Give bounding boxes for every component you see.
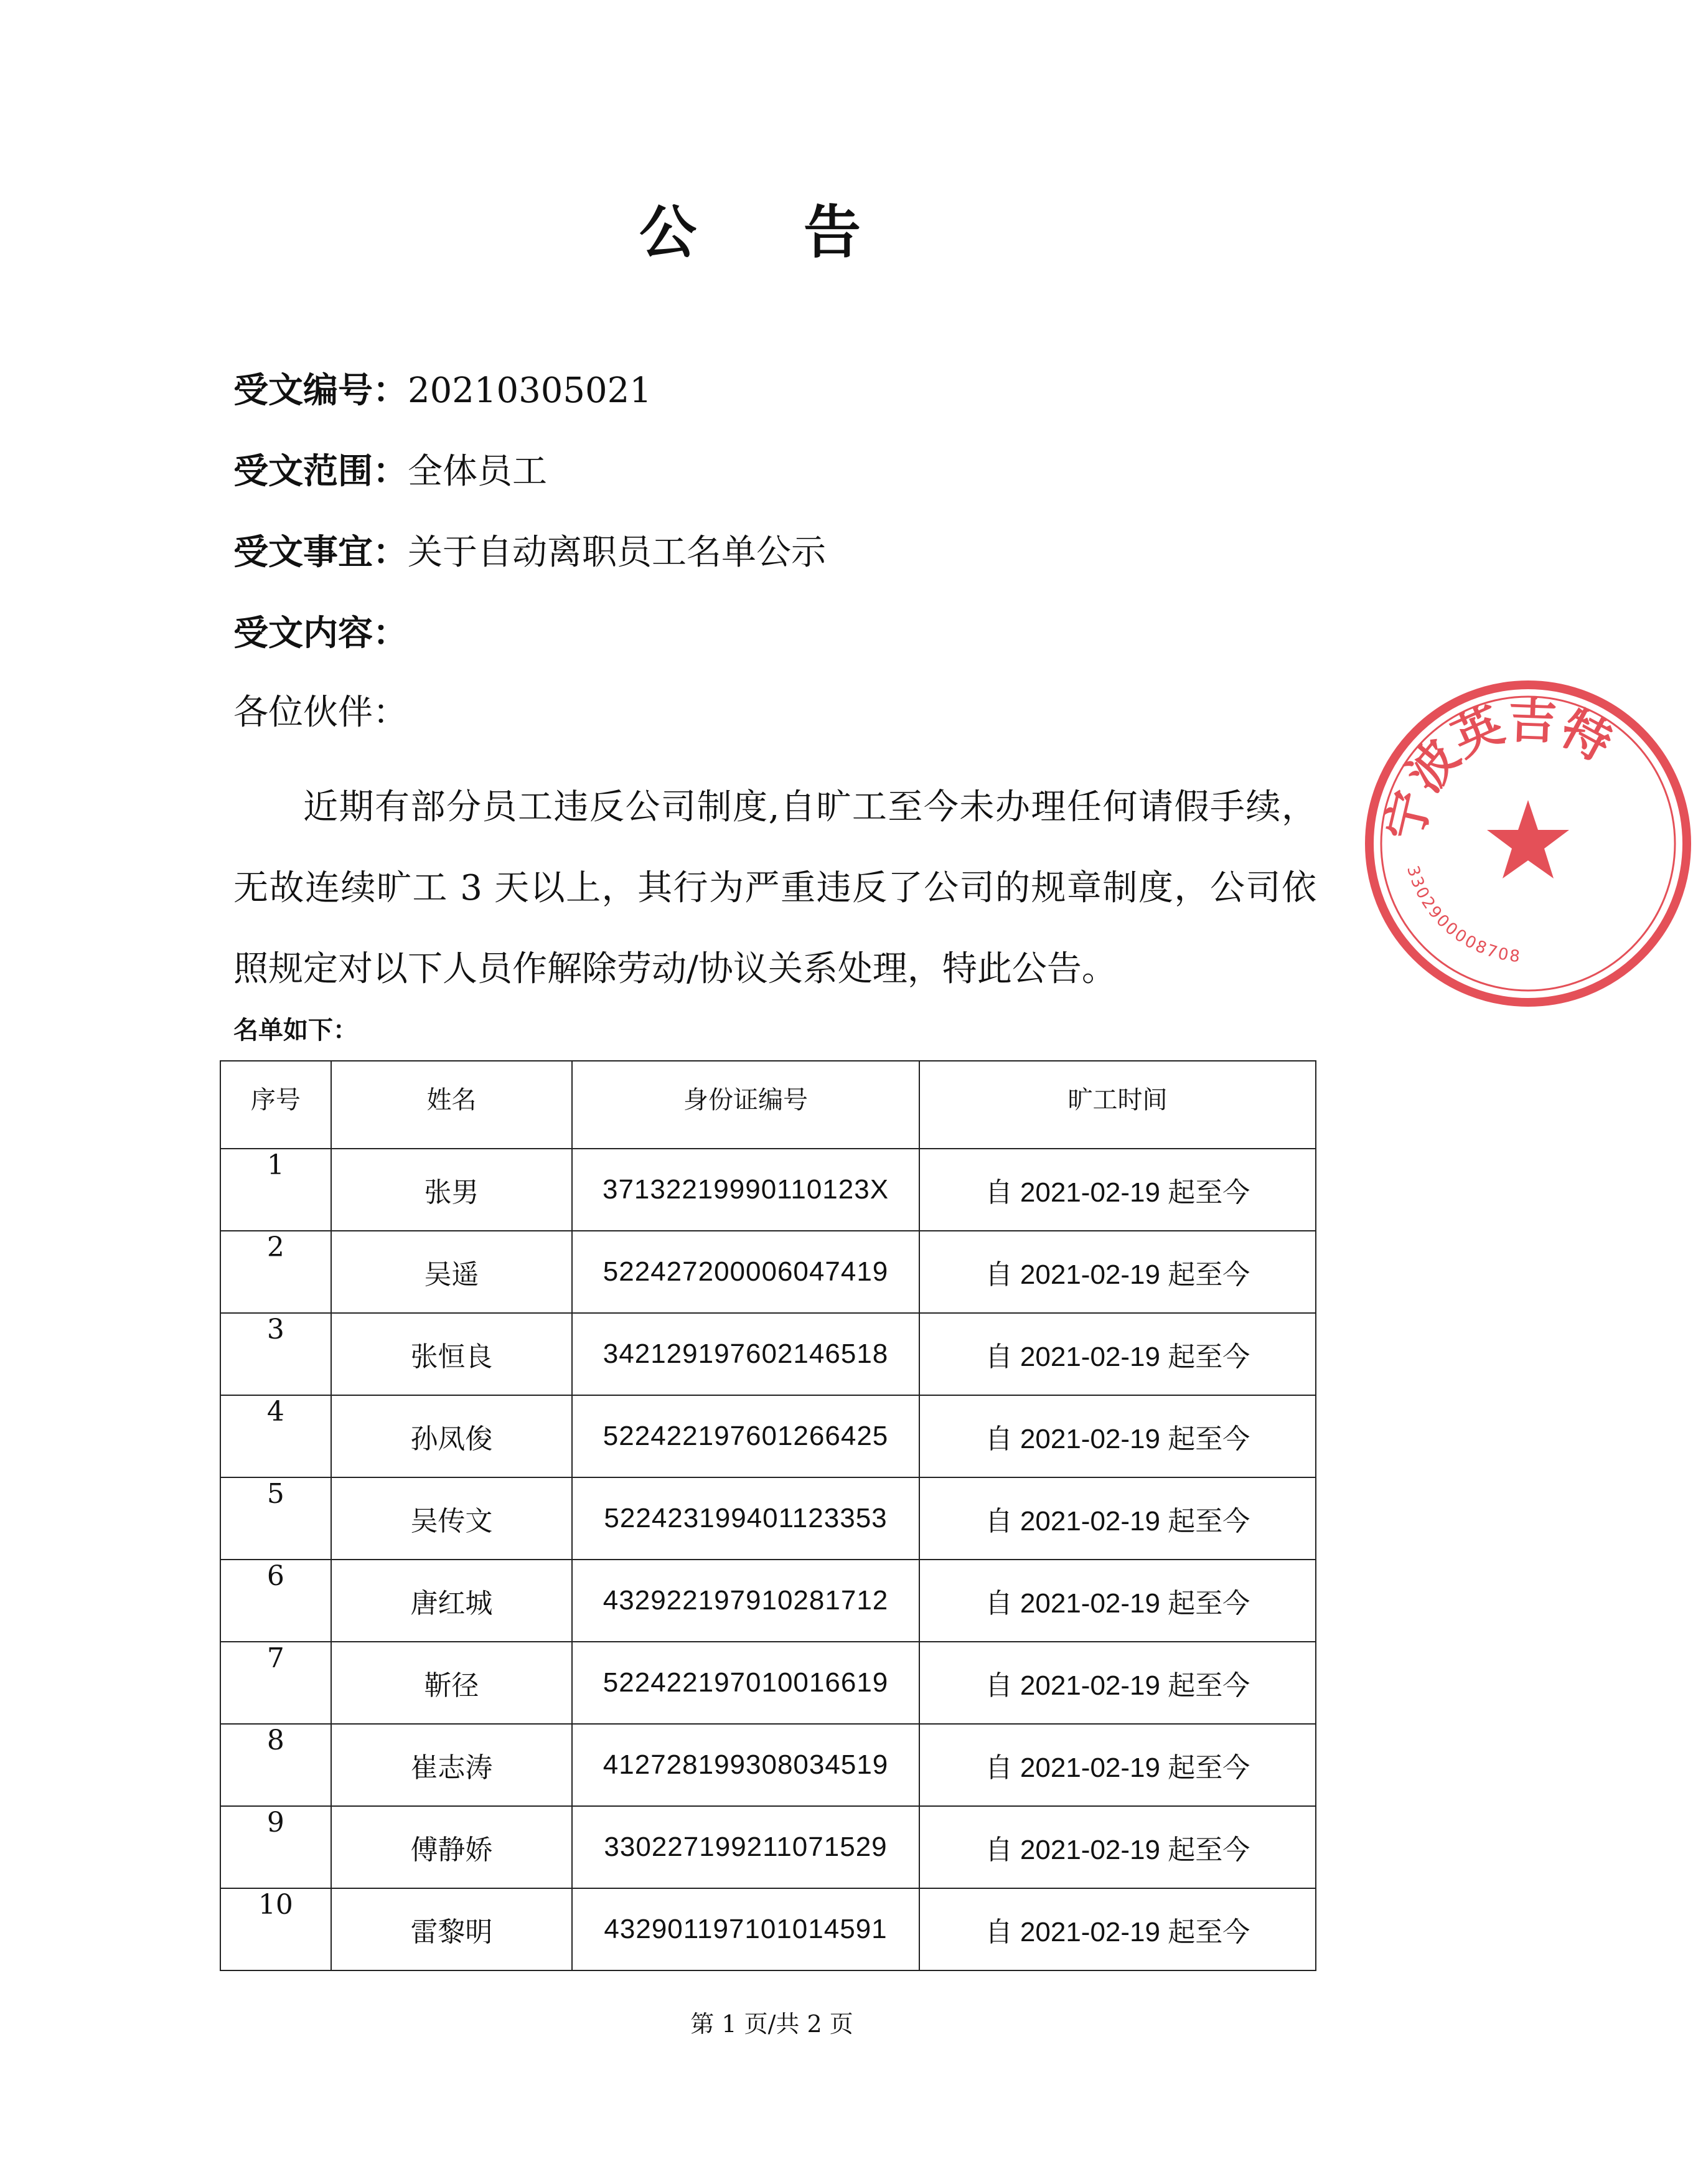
header-seq: 序号 [220,1061,331,1149]
cell-period: 自 2021-02-19 起至今 [919,1395,1316,1477]
cell-name: 吴遥 [331,1231,572,1313]
field-content [233,606,408,662]
cell-id: 37132219990110123X [572,1149,919,1231]
cell-period: 自 2021-02-19 起至今 [919,1313,1316,1395]
field-subject [233,525,826,581]
seal-number: 3302900008708 [1402,864,1523,967]
field-label: 受文事宜： [233,532,408,573]
greeting: 各位伙伴： [233,692,408,733]
table-row [220,1724,1316,1806]
cell-name: 张男 [331,1149,572,1231]
cell-id: 412728199308034519 [572,1724,919,1806]
field-value: 关于自动离职员工名单公示 [408,532,826,573]
cell-seq: 8 [220,1724,331,1806]
field-label: 受文范围： [233,451,408,492]
seal-text: 宁波英吉特 [1376,692,1621,846]
cell-name: 吴传文 [331,1477,572,1560]
cell-period: 自 2021-02-19 起至今 [919,1149,1316,1231]
cell-period: 自 2021-02-19 起至今 [919,1806,1316,1888]
field-value: 20210305021 [408,370,652,411]
table-row [220,1642,1316,1724]
cell-seq: 5 [220,1477,331,1560]
cell-period: 自 2021-02-19 起至今 [919,1724,1316,1806]
table-row [220,1149,1316,1231]
cell-id: 522422197010016619 [572,1642,919,1724]
employee-table [220,1060,1316,1971]
field-value: 全体员工 [408,451,547,492]
cell-period: 自 2021-02-19 起至今 [919,1888,1316,1970]
cell-seq: 7 [220,1642,331,1724]
page-title: 公 告 [639,199,905,266]
table-row [220,1313,1316,1395]
header-name: 姓名 [331,1061,572,1149]
cell-name: 雷黎明 [331,1888,572,1970]
cell-seq: 9 [220,1806,331,1888]
cell-name: 孙凤俊 [331,1395,572,1477]
cell-name: 崔志涛 [331,1724,572,1806]
table-header-row [220,1061,1316,1149]
field-label: 受文编号： [233,370,408,411]
list-heading: 名单如下： [233,1016,358,1045]
cell-id: 330227199211071529 [572,1806,919,1888]
table-row [220,1888,1316,1970]
table-row [220,1395,1316,1477]
cell-seq: 6 [220,1560,331,1642]
cell-seq: 2 [220,1231,331,1313]
cell-id: 342129197602146518 [572,1313,919,1395]
cell-seq: 4 [220,1395,331,1477]
field-scope [233,444,547,500]
cell-id: 522427200006047419 [572,1231,919,1313]
header-period: 旷工时间 [919,1061,1316,1149]
cell-seq: 1 [220,1149,331,1231]
cell-id: 432922197910281712 [572,1560,919,1642]
cell-name: 张恒良 [331,1313,572,1395]
cell-period: 自 2021-02-19 起至今 [919,1560,1316,1642]
table-row [220,1560,1316,1642]
cell-period: 自 2021-02-19 起至今 [919,1477,1316,1560]
cell-name: 唐红城 [331,1560,572,1642]
cell-name: 靳径 [331,1642,572,1724]
cell-name: 傅静娇 [331,1806,572,1888]
table-row [220,1806,1316,1888]
cell-seq: 10 [220,1888,331,1970]
table-row [220,1231,1316,1313]
cell-period: 自 2021-02-19 起至今 [919,1231,1316,1313]
body-paragraph: 近期有部分员工违反公司制度,自旷工至今未办理任何请假手续，无故连续旷工 3 天以上，其行为严重违反了公司的规章制度，公司依照规定对以下人员作解除劳动/协议关系处理，特此公告。 [233,787,1316,989]
cell-id: 522422197601266425 [572,1395,919,1477]
header-id: 身份证编号 [572,1061,919,1149]
field-doc-number [233,363,652,419]
cell-id: 522423199401123353 [572,1477,919,1560]
cell-period: 自 2021-02-19 起至今 [919,1642,1316,1724]
cell-id: 432901197101014591 [572,1888,919,1970]
star-icon [1487,800,1569,878]
field-label: 受文内容： [233,613,408,654]
cell-seq: 3 [220,1313,331,1395]
table-row [220,1477,1316,1560]
page-footer: 第 1 页/共 2 页 [690,2010,853,2038]
company-seal [1363,679,1693,1009]
